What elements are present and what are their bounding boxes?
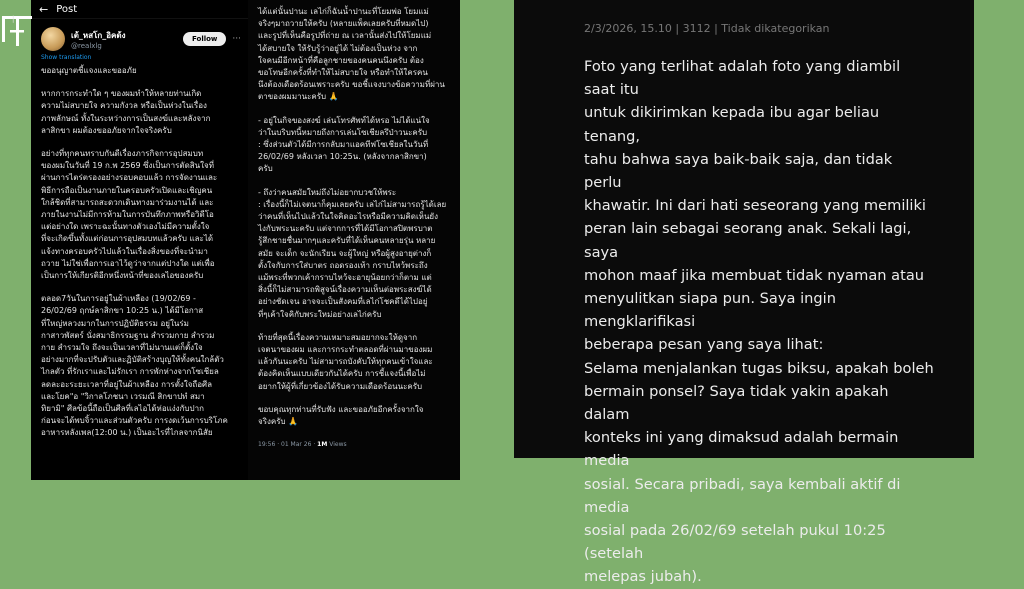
post-paragraph: หากการกระทำใด ๆ ของผมทำให้หลายท่านเกิด ความไม่สบายใจ ความกังวล หรือเป็นห่วงในเรื่อง ภาพลักษณ์ ทั้งในระหว่างการเป็นสงฆ์และหลังจาก ลาสิกขา ผมต้องขออภัยจากใจจริงครับ [41, 89, 211, 135]
post-timestamp[interactable]: 19:56 · 01 Mar 26 · [258, 441, 316, 449]
post-paragraph: ท้ายที่สุดนี้เรื่องความเหมาะสมอยากจะให้ดูจาก เจตนาของผม และการกระทำตลอดที่ผ่านมาของผม แล้วกันนะครับ ไม่สามารถบังคับให้ทุกคนเข้าใจและ ต้องคิดเห็นแบบเดียวกันได้ครับ การชี้แจงนี้เพื่อไม่ อยากให้ผู้ที่เกี่ยวข้องได้รับความเดือดร้อนนะครับ [258, 332, 433, 391]
post-header [31, 19, 251, 51]
post-paragraph: ได้แต่นั้นปานะ เลไก่ก็ฉันน้ำปานะที่โยมพ่อ โยมแม่ จริงๆมาถวายให้ครับ (หลายแพ็คเลยครับที่หมดไป) และรูปที่เห็นคือรูปที่ถ่าย ณ เวลานั้นส่งไปให้โยมแม่ ได้สบายใจ ให้รับรู้ว่าอยู่ได้ ไม่ต้องเป็นห่วง จาก ใจคนมีอีกหน้าที่คือลูกชายของคนคนนึงครับ ต้อง ขอโทษอีกครั้งที่ทำให้ไม่สบายใจ หรือทำให้ใครคน นึงต้องเดือดร้อนเพราะครับ ขอชี้แจงบางข้อความที่ผ่าน ตาของผมมานะครับ 🙏 [258, 7, 445, 102]
follow-button[interactable]: Follow [183, 32, 226, 46]
author-info [71, 29, 125, 50]
post-paragraph: ตลอด7วันในการอยู่ในผ้าเหลือง (19/02/69 - 26/02/69 ฤกษ์ลาสิกขา 10:25 น.) ได้มีโอกาส ที่ใหญ่หลวงมากในการปฏิบัติธรรม อยู่ในร่ม กาสาวพัสตร์ นั่งสมาธิกรรมฐาน สำรวมกาย สำรวม กาย สำรวมใจ ถึงจะเป็นเวลาที่ไม่นานแต่ก็ตั้งใจ อย่างมากที่จะปรับตัวและฏิบัติสร้างบุญให้ทั้งคนใกล้ตัว ไกลตัว ที่รักเราและไม่รักเรา การพักห่างจากโซเชียล ลดละอะระยะเวลาที่อยู่ในผ้าเหลือง การตั้งใจถือศีล และโยค"อ "วิกาลโภชนา เวรมณี สิกขาปทํ สมา ทิยามิ" ศีลข้อนี้ถือเป็นศีลที่เลไอได้ห่อแง่งกับปาก ก่อนจะได้พบจิ้วาและส่วนตัวครับ การงดเว้นการบริโภค อาหารหลังเพล(12:00 น.) เป็นอะไรที่ไกลจากนิสัย [41, 294, 228, 438]
tweet-panel-left [31, 0, 251, 480]
more-options-icon[interactable]: ··· [232, 34, 241, 44]
post-paragraph: - ถึงว่าคนสมัยใหม่ถึงไม่อยากบวชให้พระ : เรื่องนี้ก็ไม่เจตนาก็คุมเลยครับ เลไก่ไม่สามารถรู้ได้เลย ว่าคนที่เห็นไปแล้วในใจคิดอะไรหรือมีความคิดเห็นยัง ไงกับพระนะครับ แต่จากการที่ได้มีโอกาสปิตพรบาต รู้สึกชายชื่นมากๆและครับที่ได้เห็นคนหลายรุ่น หลาย สมัย จะเด็ก จะนักเรียน จะผู้ใหญ่ หรือผู้สูงอายุต่างก็ ตั้งใจกับการใส่บาตร ถอดรองเท้า กราบไหว้พระถึง แม้พระที่พวกเค้ากราบไหว้จะอายุน้อยกว่าก็ตาม แต่ สิ่งนี้ก็ไม่สามารถพิสูจน์เรื่องความเห็นต่อพระสงฆ์ได้ อย่างชัดเจน อาจจะเป็นสังคมที่เลไก่โชคดีได้ไปอยู่ ที่ๆเค้าใจคิกับพระใหม่อย่างเลไก่ครับ [258, 187, 447, 319]
tweet-panel-middle [248, 0, 460, 480]
post-paragraph: - อยู่ในกิจของสงฆ์ เล่นโทรศัพท์ได้หรอ ไม่ได้แน่ใจ ว่าในบริบทนี้หมายถึงการเล่นโซเชียลรึป่าวนะครับ : ซึ่งส่วนตัวได้มีการกลับมาแอคทีฟโซเชียลในวันที่ 26/02/69 หลังเวลา 10:25น. (หลังจากลาสิกขา) ครับ [258, 115, 430, 174]
brand-logo-icon [0, 6, 38, 50]
post-paragraph: ขอบคุณทุกท่านที่รับฟัง และขออภัยอีกครั้งจากใจ จริงครับ 🙏 [258, 404, 424, 427]
author-name[interactable]: เต้_หสโก_อิคต้ง [71, 30, 126, 40]
logo-overlay-text: | [12, 15, 15, 23]
show-translation-link[interactable]: Show translation [41, 54, 92, 61]
article-panel [514, 0, 974, 586]
views-label: Views [329, 441, 347, 449]
top-bar [31, 0, 251, 19]
view-count: 1M [317, 441, 328, 449]
post-body-continued [248, 0, 460, 441]
avatar[interactable] [41, 27, 65, 51]
post-paragraph: ขออนุญาตชี้แจงและขออภัย [41, 66, 137, 75]
article-meta: 2/3/2026, 15.10 | 3112 | Tidak dikategorikan [584, 22, 830, 35]
back-arrow-icon[interactable]: ← [39, 2, 49, 16]
post-paragraph: อย่างที่ทุกคนทราบกันดีเรื่องภารกิจการอุปสมบท ของผมในวันที่ 19 ก.พ 2569 ซึ่งเป็นการตัดสินใจที่ ผ่านการไตร่ตรองอย่างรอบคอบแล้ว การจัดงานและ พิธีการถือเป็นงานภายในครอบครัวเปิดและเชิญคน ใกล้ชิดที่สามารถสะดวกเดินทางมาร่วมงานได้ และ ภายในงานไม่มีการห้ามในการบันทึกภาพหรือวิดีโอ แต่อย่างใด เพราะฉะนั้นทางตัวเองไม่มีความตั้งใจ ที่จะเกิดขึ้นทั้งแต่ก่อนการอุปสมบทแล้วครับ และได้ แจ้งทางครอบครัวไปแล้วในเรื่องสิ่งของที่จะนำมา ถวาย ไม่ใช่เพื่อการเอาไว้ดูว่าจากแต่ปางใด แต่เพื่อ เป็นการให้เกียรติอีกหนึ่งหน้าที่ของเลไอของครับ [41, 149, 218, 281]
post-meta [248, 441, 460, 448]
author-handle[interactable]: @realxlg [71, 41, 102, 50]
article-text: Foto yang terlihat adalah foto yang diambil saat itu untuk dikirimkan kepada ibu agar beliau tenang, tahu bahwa saya baik-baik saja, dan tidak perlu khawatir. Ini dari hati seseorang yang memiliki peran lain sebagai seorang anak. Sekali lagi, saya mohon maaf jika membuat tidak nyaman atau menyulitkan siapa pun. Saya ingin mengklarifikasi beberapa pesan yang saya lihat: Selama menjalankan tugas biksu, apakah boleh bermain ponsel? Saya tidak yakin apakah dalam konteks ini yang dimaksud adalah bermain media sosial. Secara pribadi, saya kembali aktif di media sosial pada 26/02/69 setelah pukul 10:25 (setelah melepas jubah). [584, 58, 934, 586]
page-title: Post [56, 3, 78, 15]
post-body [31, 63, 251, 453]
